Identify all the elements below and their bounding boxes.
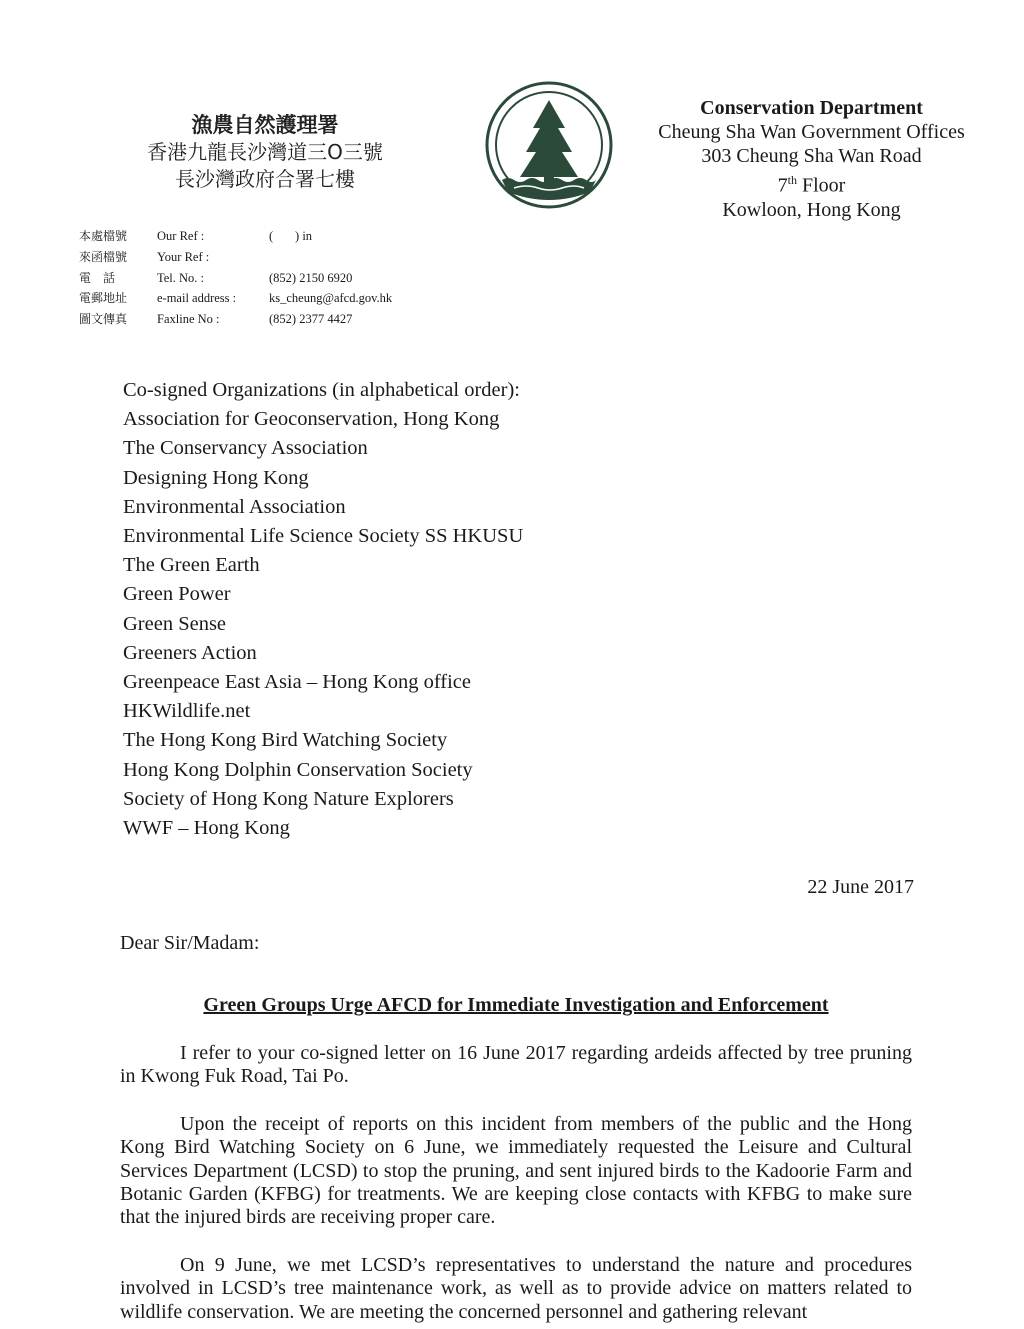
ref-value: ks_cheung@afcd.gov.hk xyxy=(269,291,393,306)
reference-table xyxy=(79,226,392,330)
ref-value: (852) 2377 4427 xyxy=(269,312,353,327)
letterhead-chinese xyxy=(120,112,410,193)
address-line-1: Cheung Sha Wan Government Offices xyxy=(658,121,965,143)
ref-label-chinese: 圖文傳真 xyxy=(79,312,128,327)
recipient-organizations xyxy=(123,376,523,843)
ref-label-chinese: 本處檔號 xyxy=(79,229,128,243)
ref-value: ( ) in xyxy=(269,229,313,243)
organization-item: The Conservancy Association xyxy=(123,437,368,460)
organization-item: Green Power xyxy=(123,583,231,606)
ref-label-chinese: 來函檔號 xyxy=(79,249,128,264)
body-paragraph: I refer to your co-signed letter on 16 June 2017 regarding ardeids affected by tree pruning in Kwong Fuk Road, Tai Po. xyxy=(120,1042,912,1088)
organization-item: Environmental Life Science Society SS HKUSU xyxy=(123,525,524,548)
ref-label: Tel. No. : xyxy=(157,270,205,285)
ref-label-chinese: 電 話 xyxy=(79,270,116,285)
organization-item: Green Sense xyxy=(123,612,227,635)
address-chinese-line-1: 香港九龍長沙灣道三O三號 xyxy=(147,140,383,164)
floor-word: Floor xyxy=(802,174,846,197)
organization-item: The Green Earth xyxy=(123,554,260,577)
department-name: Conservation Department xyxy=(700,97,923,119)
department-name-chinese: 漁農自然護理署 xyxy=(191,113,339,137)
organizations-heading: Co-signed Organizations (in alphabetical order): xyxy=(123,379,520,401)
address-floor xyxy=(640,168,983,198)
ref-value: (852) 2150 6920 xyxy=(269,270,353,285)
floor-number: 7 xyxy=(777,174,788,197)
ref-label-chinese: 電郵地址 xyxy=(79,291,128,306)
body-paragraph: Upon the receipt of reports on this incident from members of the public and the Hong Kong Bird Watching Society on 6 June, we immediately requested the Leisure and Cultural Services Department (LCSD) to stop the pruning, and sent injured birds to the Kadoorie Farm and Botanic Garden (KFBG) for treatments. We are keeping close contacts with KFBG to make sure that the injured birds are receiving proper care. xyxy=(120,1113,912,1229)
floor-suffix: th xyxy=(787,173,797,187)
body-paragraph: On 9 June, we met LCSD’s representatives to understand the nature and procedures involved in LCSD’s tree maintenance work, as well as to provide advice on matters related to wildlife conservation. We are meeting the concerned personnel and gathering relevant xyxy=(120,1254,912,1323)
organization-item: Greeners Action xyxy=(123,641,257,664)
ref-label: Your Ref : xyxy=(157,249,210,264)
ref-label: Faxline No : xyxy=(157,312,220,327)
letter-date: 22 June 2017 xyxy=(807,876,914,898)
ref-row-tel xyxy=(79,268,392,289)
address-chinese-line-2: 長沙灣政府合署七樓 xyxy=(175,167,355,191)
organization-item: The Hong Kong Bird Watching Society xyxy=(123,729,448,752)
ref-row-email xyxy=(79,288,392,309)
ref-row-your-ref xyxy=(79,247,392,268)
organization-item: Hong Kong Dolphin Conservation Society xyxy=(123,758,473,781)
ref-label: Our Ref : xyxy=(157,229,205,243)
ref-label: e-mail address : xyxy=(157,291,237,306)
ref-row-fax xyxy=(79,309,392,330)
tree-on-water-logo-icon xyxy=(484,80,614,210)
letter-subject: Green Groups Urge AFCD for Immediate Investigation and Enforcement xyxy=(203,994,829,1016)
ref-row-our-ref xyxy=(79,226,392,247)
organization-item: Society of Hong Kong Nature Explorers xyxy=(123,787,454,810)
organization-item: HKWildlife.net xyxy=(123,700,251,723)
salutation: Dear Sir/Madam: xyxy=(120,932,260,954)
address-line-4: Kowloon, Hong Kong xyxy=(722,198,901,221)
organization-item: Environmental Association xyxy=(123,495,346,518)
address-line-2: 303 Cheung Sha Wan Road xyxy=(701,145,922,167)
organization-item: Greenpeace East Asia – Hong Kong office xyxy=(123,671,471,694)
organization-item: Association for Geoconservation, Hong Kong xyxy=(123,408,500,431)
letterhead-english xyxy=(640,96,983,222)
organization-item: Designing Hong Kong xyxy=(123,466,309,489)
organization-item: WWF – Hong Kong xyxy=(123,817,290,840)
